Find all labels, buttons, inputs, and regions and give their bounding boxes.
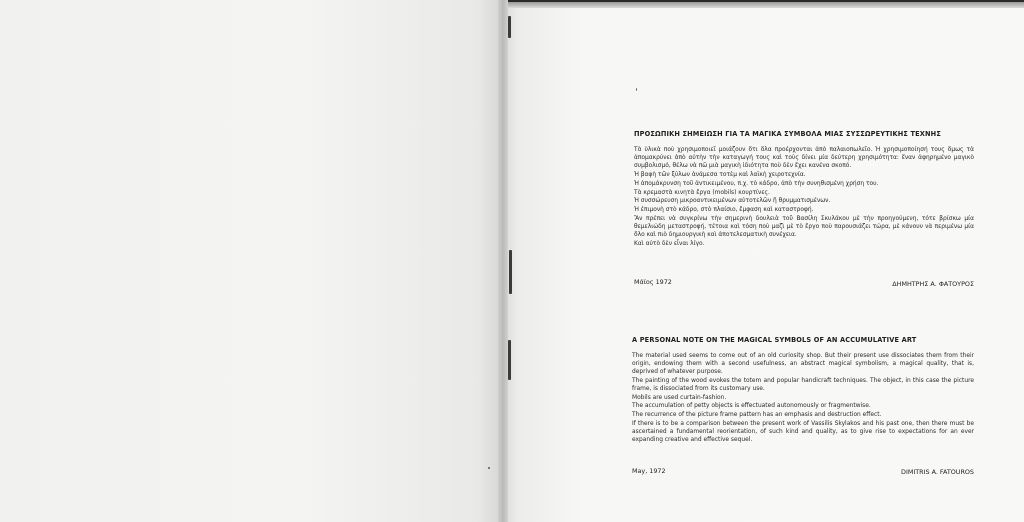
english-paragraph: The recurrence of the picture frame pattern has an emphasis and destruction effect. (632, 412, 882, 419)
english-paragraph: The material used seems to come out of an old curiosity shop. But their present use dissociates them from their origin, endowing them with a second usefulness, an abstract magical symbolism, a magical quality, that is, deprived of whatever purpose. (632, 353, 974, 375)
greek-body (634, 147, 974, 250)
english-paragraph: If there is to be a comparison between the present work of Vassilis Skylakos and his past one, then there must be ascertained a fundamental reorientation, of such kind and quality, as to give rise to expectations for an ever expanding creative and effective sequel. (632, 421, 974, 444)
left-page-blank (0, 0, 502, 522)
greek-signature: ΔΗΜΗΤΡΗΣ Α. ΦΑΤΟΥΡΟΣ (892, 280, 974, 288)
english-heading: A PERSONAL NOTE ON THE MAGICAL SYMBOLS OF AN ACCUMULATIVE ART (632, 336, 917, 344)
english-paragraph: The accumulation of petty objects is effectuated autonomously or fragmentwise. (632, 403, 871, 410)
english-date: May, 1972 (632, 467, 666, 475)
english-paragraph: Mobils are used curtain-fashion. (632, 394, 727, 401)
greek-paragraph: Τὰ κρεμαστὰ κινητὰ ἔργα (mobils) κουρτίνες. (634, 189, 770, 196)
staple-middle (509, 250, 512, 294)
staple-lower (508, 340, 511, 380)
greek-paragraph: Τὰ ὑλικὰ ποὺ χρησιμοποιεῖ μοιάζουν ὅτι ὅλα προέρχονται ἀπὸ παλαιοπωλεῖο. Ἡ χρησιμοποίησή τους ὅμως τὰ ἀπομακρύνει ἀπὸ αὐτὴν τὴν καταγωγή τους καὶ τοὺς δίνει μία δεύτερη χρησιμότητα: ἕναν ἀφηρημένο μαγικὸ συμβολισμό, θέλω νὰ πῶ μιὰ μαγικὴ ἰδιότητα ποὺ δὲν ἔχει κανένα σκοπό. (634, 147, 974, 169)
greek-paragraph: Ἡ ἐπιμονὴ στὸ κάδρο, στὸ πλαίσιο, ἔμφαση καὶ καταστροφή. (634, 207, 814, 214)
greek-paragraph: Καὶ αὐτὸ δὲν εἶναι λίγο. (634, 240, 705, 247)
page-mark (636, 88, 637, 91)
greek-paragraph: Ἂν πρέπει νὰ συγκρίνω τὴν σημερινὴ δουλειὰ τοῦ Βασίλη Σκυλάκου μὲ τὴν προηγούμενη, τότε βρίσκω μία θεμελιώδη μεταστροφή, τέτοια καὶ τόση ποὺ μαζὶ μὲ τὸ ἔργο ποὺ παρουσιάζει τώρα, μὲ κάνουν νὰ περιμένω μία ὅλο καὶ πιὸ δημιουργικὴ καὶ ἀποτελεσματικὴ συνέχεια. (634, 216, 974, 239)
page-speck (488, 467, 490, 469)
page-top-edge (508, 2, 1024, 8)
english-body (632, 353, 974, 446)
greek-heading: ΠΡΟΣΩΠΙΚΗ ΣΗΜΕΙΩΣΗ ΓΙΑ ΤΑ ΜΑΓΙΚΑ ΣΥΜΒΟΛΑ ΜΙΑΣ ΣΥΣΣΩΡΕΥΤΙΚΗΣ ΤΕΧΝΗΣ (634, 130, 942, 138)
english-signature: DIMITRIS A. FATOUROS (901, 468, 974, 476)
book-gutter (498, 0, 508, 522)
greek-paragraph: Ἡ βαφὴ τῶν ξύλων ἀνάμεσα τοτὲμ καὶ λαϊκὴ χειροτεχνία. (634, 171, 806, 178)
greek-paragraph: Ἡ συσσώρευση μικροαντικειμένων αὐτοτελῶν ἢ θρυμματισμένων. (634, 198, 831, 205)
english-paragraph: The painting of the wood evokes the totem and popular handicraft techniques. The object, in this case the picture frame, is dissociated from its customary use. (632, 377, 974, 392)
greek-paragraph: Ἡ ἀπομάκρυνση τοῦ ἀντικειμένου, π.χ. τὸ κάδρο, ἀπὸ τὴν συνηθισμένη χρήση του. (634, 180, 879, 187)
greek-date: Μάϊος 1972 (634, 278, 672, 286)
staple-top (508, 16, 511, 38)
